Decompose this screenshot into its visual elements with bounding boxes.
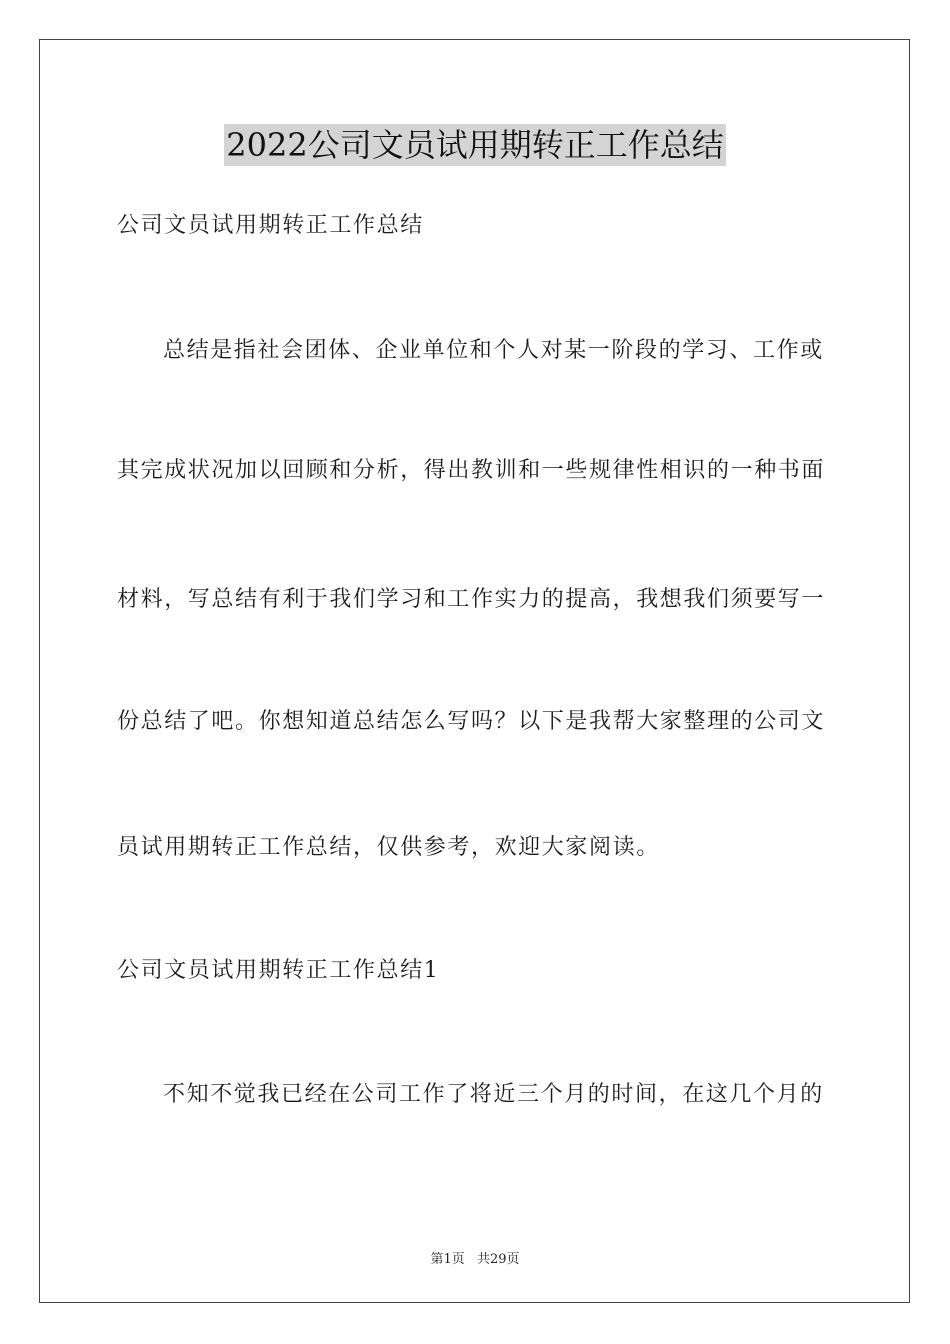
paragraph-line: 其完成状况加以回顾和分析，得出教训和一些规律性相识的一种书面 — [117, 458, 826, 483]
section-heading: 公司文员试用期转正工作总结1 — [117, 958, 440, 983]
paragraph-line: 总结是指社会团体、企业单位和个人对某一阶段的学习、工作或 — [163, 338, 824, 363]
page-number-current: 第1页 — [430, 1252, 465, 1267]
subtitle-line: 公司文员试用期转正工作总结 — [117, 213, 424, 238]
page-number-total: 共29页 — [476, 1252, 520, 1267]
page-footer — [0, 1248, 950, 1267]
paragraph-line: 份总结了吧。你想知道总结怎么写吗？以下是我帮大家整理的公司文 — [117, 709, 826, 734]
paragraph-line: 不知不觉我已经在公司工作了将近三个月的时间，在这几个月的 — [163, 1082, 824, 1107]
paragraph-line: 材料，写总结有利于我们学习和工作实力的提高，我想我们须要写一 — [117, 587, 826, 612]
paragraph-line: 员试用期转正工作总结，仅供参考，欢迎大家阅读。 — [117, 835, 660, 860]
title-container — [0, 124, 950, 166]
document-title: 2022公司文员试用期转正工作总结 — [226, 126, 724, 164]
